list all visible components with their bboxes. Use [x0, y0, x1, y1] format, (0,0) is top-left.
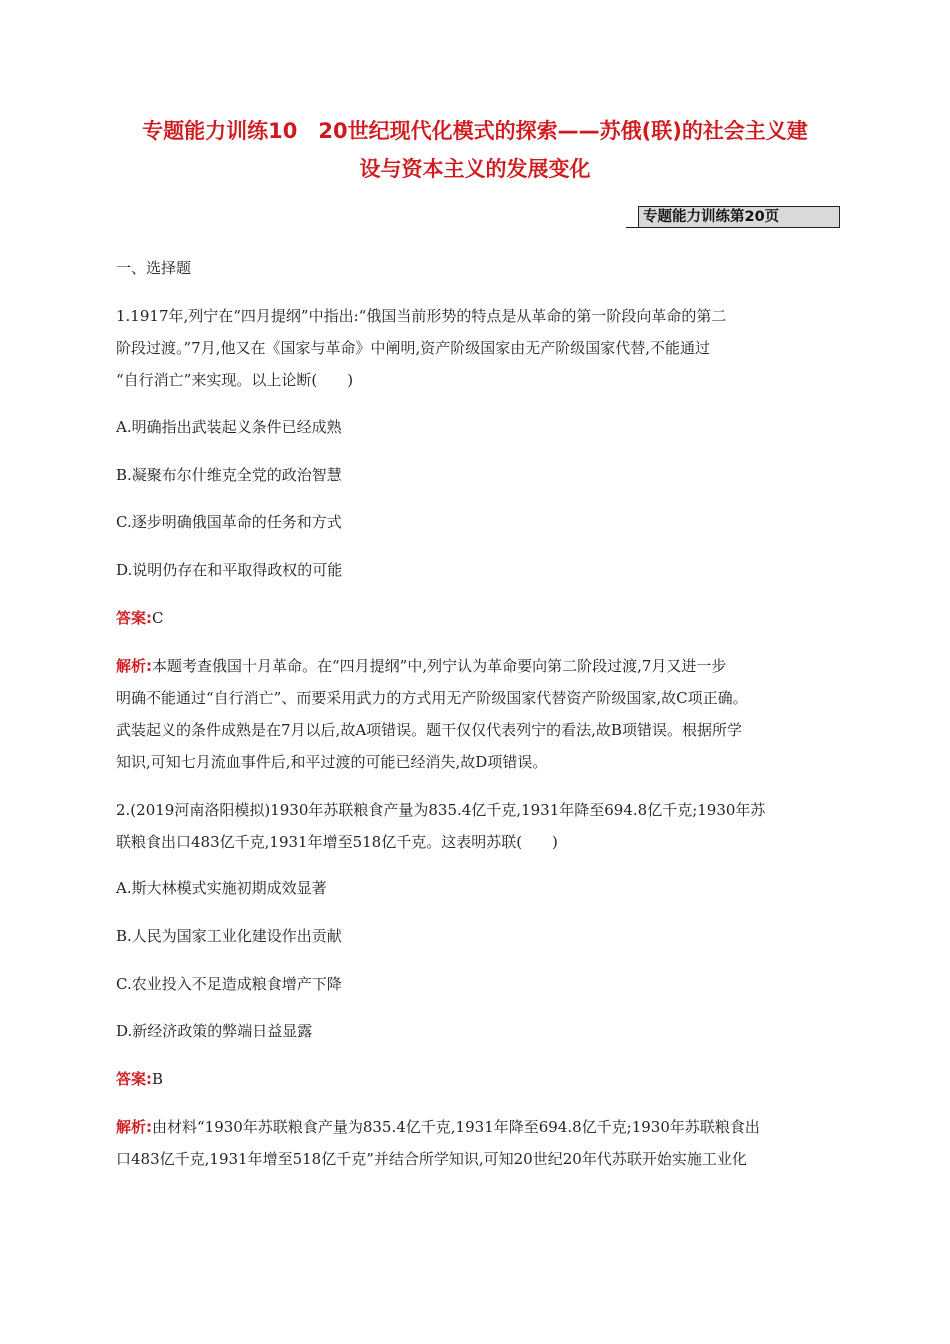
question-2-option-a: A.斯大林模式实施初期成效显著: [116, 879, 327, 897]
answer-label: 答案:: [116, 1070, 152, 1088]
stem-line: 2.(2019河南洛阳模拟)1930年苏联粮食产量为835.4亿千克,1931年降至694.8亿千克;1930年苏: [116, 801, 766, 819]
title-line-2: 设与资本主义的发展变化: [359, 157, 591, 181]
answer-value: B: [152, 1070, 164, 1088]
answer-label: 答案:: [116, 609, 152, 627]
analysis-line: 解析:本题考查俄国十月革命。在“四月提纲”中,列宁认为革命要向第二阶段过渡,7月又进一步: [116, 657, 727, 675]
question-2-option-d: D.新经济政策的弊端日益显露: [116, 1022, 313, 1040]
question-2-stem: [116, 794, 836, 858]
analysis-label: 解析:: [116, 657, 152, 675]
question-1-answer: [116, 606, 163, 630]
page-tag-label: 专题能力训练第20页: [638, 206, 840, 228]
page-title: [100, 112, 850, 188]
stem-line: 联粮食出口483亿千克,1931年增至518亿千克。这表明苏联( ): [116, 833, 558, 851]
question-2-option-c: C.农业投入不足造成粮食增产下降: [116, 975, 342, 993]
stem-line: 1.1917年,列宁在“四月提纲”中指出:“俄国当前形势的特点是从革命的第一阶段向革命的第二: [116, 307, 727, 325]
question-1-option-c: C.逐步明确俄国革命的任务和方式: [116, 513, 342, 531]
question-1-option-b: B.凝聚布尔什维克全党的政治智慧: [116, 466, 342, 484]
question-1-option-a: A.明确指出武装起义条件已经成熟: [116, 418, 342, 436]
section-heading: 一、选择题: [116, 259, 192, 277]
page-tag: [626, 206, 836, 228]
question-1-stem: [116, 300, 836, 396]
title-line-1: 专题能力训练10 20世纪现代化模式的探索——苏俄(联)的社会主义建: [142, 119, 808, 143]
analysis-line: 明确不能通过“自行消亡”、而要采用武力的方式用无产阶级国家代替资产阶级国家,故C项正确。: [116, 689, 748, 707]
analysis-label: 解析:: [116, 1118, 152, 1136]
answer-value: C: [152, 609, 164, 627]
analysis-line: 口483亿千克,1931年增至518亿千克”并结合所学知识,可知20世纪20年代苏联开始实施工业化: [116, 1150, 747, 1168]
stem-line: “自行消亡”来实现。以上论断( ): [116, 371, 354, 389]
question-2-answer: [116, 1067, 163, 1091]
question-1-analysis: [116, 650, 836, 778]
analysis-line: 知识,可知七月流血事件后,和平过渡的可能已经消失,故D项错误。: [116, 753, 548, 771]
stem-line: 阶段过渡。”7月,他又在《国家与革命》中阐明,资产阶级国家由无产阶级国家代替,不能通过: [116, 339, 711, 357]
analysis-line: 解析:由材料“1930年苏联粮食产量为835.4亿千克,1931年降至694.8亿千克;1930年苏联粮食出: [116, 1118, 760, 1136]
tag-underline: [626, 227, 638, 228]
question-2-analysis: [116, 1111, 836, 1175]
question-2-option-b: B.人民为国家工业化建设作出贡献: [116, 927, 342, 945]
question-1-option-d: D.说明仍存在和平取得政权的可能: [116, 561, 343, 579]
analysis-line: 武装起义的条件成熟是在7月以后,故A项错误。题干仅仅代表列宁的看法,故B项错误。根据所学: [116, 721, 742, 739]
